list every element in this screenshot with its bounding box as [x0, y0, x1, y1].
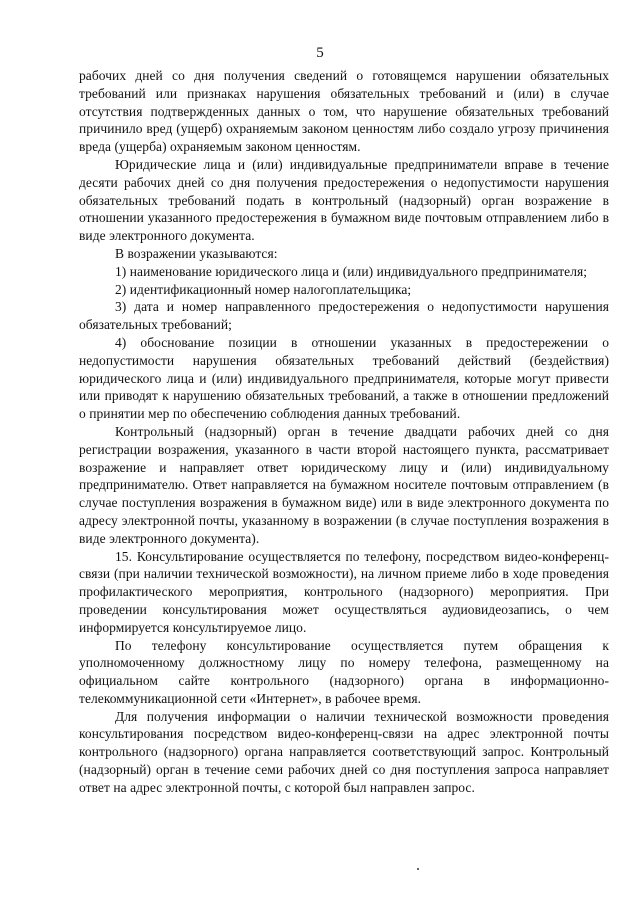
paragraph-video-consulting: Для получения информации о наличии технической возможности проведения консультирования посредством видео-конференц-связи на адрес электронной почты контрольного (надзорного) органа направляется соответствующий запрос. Контрольный (надзорный) орган в течение семи рабочих дней со дня поступления запроса направляет ответ на адрес электронной почты, с которой был направлен запрос. [79, 708, 609, 795]
paragraph-continuation: рабочих дней со дня получения сведений о готовящемся нарушении обязательных требований или признаках нарушения обязательных требований и (или) в случае отсутствия подтвержденных данных о том, что нарушение обязательных требований причинило вред (ущерб) охраняемым законом ценностям либо создало угрозу причинения вреда (ущерба) охраняемым законом ценностям. [79, 68, 609, 155]
page-number: 5 [316, 45, 324, 61]
paragraph-clause-15: 15. Консультирование осуществляется по телефону, посредством видео-конференц-связи (при наличии технической возможности), на личном приеме либо в ходе проведения профилактического мероприятия, контрольного (надзорного) мероприятия. При проведении консультирования может осуществляться аудиовидеозапись, о чем информируется консультируемое лицо. [79, 548, 609, 635]
list-item-4: 4) обоснование позиции в отношении указанных в предостережении о недопустимости нарушения обязательных требований действий (бездействия) юридического лица и (или) индивидуального предпринимателя, которые могут привести или приводят к нарушению обязательных требований, а также в отношении предложений о принятии мер по обеспечению соблюдения данных требований. [79, 334, 609, 422]
list-item-1: 1) наименование юридического лица и (или) индивидуального предпринимателя; [115, 263, 588, 279]
paragraph-phone-consulting: По телефону консультирование осуществляется путем обращения к уполномоченному должностному лицу по номеру телефона, размещенному на официальном сайте контрольного (надзорного) органа в информационно-телекоммуникационной сети «Интернет», в рабочее время. [79, 637, 609, 706]
scan-speck [417, 868, 419, 870]
paragraph-objection-right: Юридические лица и (или) индивидуальные предприниматели вправе в течение десяти рабочих дней со дня получения предостережения о недопустимости нарушения обязательных требований подать в контрольный (надзорный) орган возражение в отношении указанного предостережения в бумажном виде почтовым отправлением либо в виде электронного документа. [79, 156, 609, 244]
list-item-2: 2) идентификационный номер налогоплательщика; [115, 281, 412, 297]
paragraph-objection-contents-intro: В возражении указываются: [115, 245, 278, 261]
paragraph-objection-review: Контрольный (надзорный) орган в течение двадцати рабочих дней со дня регистрации возражения, указанного в части второй настоящего пункта, рассматривает возражение и направляет ответ юридическому лицу и (или) индивидуальному предпринимателю. Ответ направляется на бумажном носителе почтовым отправлением (в случае поступления возражения в бумажном виде) или в виде электронного документа по адресу электронной почты, указанному в возражении (в случае поступления возражения в виде электронного документа). [79, 423, 609, 546]
list-item-3: 3) дата и номер направленного предостережения о недопустимости нарушения обязательных требований; [79, 299, 609, 333]
body-text [79, 67, 609, 797]
